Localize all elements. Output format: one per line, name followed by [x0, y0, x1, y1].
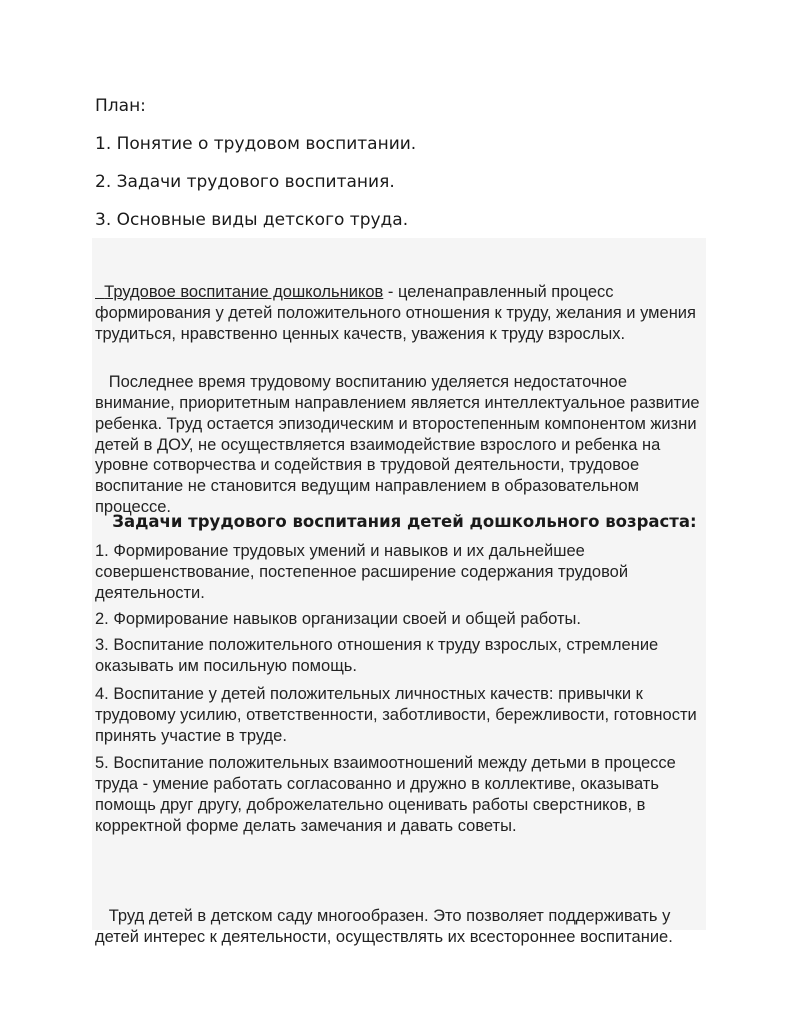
- task-text: 4. Воспитание у детей положительных личностных качеств: привычки к трудовому усилию, ответственности, заботливости, бережливости, готовности принять участие в труде.: [95, 685, 697, 745]
- tasks-item: [95, 684, 710, 747]
- tasks-item: [95, 753, 710, 837]
- problem-text: Последнее время трудовому воспитанию уделяется недостаточное внимание, приоритетным направлением является интеллектуальное развитие ребенка. Труд остается эпизодическим и второстепенным компонентом жизни детей в ДОУ, не осуществляется взаимодействие взрослого и ребенка на уровне сотворчества и содействия в трудовой деятельности, трудовое воспитание не становится ведущим направлением в образовательном процессе.: [95, 372, 705, 517]
- tasks-heading: Задачи трудового воспитания детей дошкольного возраста:: [95, 512, 697, 531]
- intro-term-link[interactable]: Трудовое воспитание дошкольников: [95, 282, 384, 301]
- task-text: 3. Воспитание положительного отношения к труду взрослых, стремление оказывать им посильную помощь.: [95, 636, 659, 675]
- task-text: 5. Воспитание положительных взаимоотношений между детьми в процессе труда - умение работать согласованно и дружно в коллективе, оказывать помощь друг другу, доброжелательно оценивать работы сверстников, в корректной форме делать замечания и давать советы.: [95, 754, 676, 835]
- tasks-item: [95, 541, 710, 604]
- plan-section: [95, 94, 715, 246]
- plan-item: 2. Задачи трудового воспитания.: [95, 172, 395, 192]
- plan-item: 3. Основные виды детского труда.: [95, 210, 409, 230]
- tasks-item: [95, 609, 710, 630]
- plan-item: 1. Понятие о трудовом воспитании.: [95, 134, 417, 154]
- plan-title: План:: [95, 96, 146, 116]
- closing-paragraph: [95, 864, 710, 989]
- tasks-item: [95, 635, 710, 677]
- intro-definition: - целенаправленный процесс формирования у детей положительного отношения к труду, желания и умения трудиться, нравственно ценных качеств, уважения к труду взрослых.: [95, 282, 701, 343]
- closing-text: Труд детей в детском саду многообразен. Это позволяет поддерживать у детей интерес к деятельности, осуществлять их всестороннее воспитание.: [95, 906, 675, 946]
- task-text: 1. Формирование трудовых умений и навыков и их дальнейшее совершенствование, постепенное расширение содержания трудовой деятельности.: [95, 542, 629, 602]
- task-text: 2. Формирование навыков организации своей и общей работы.: [95, 610, 581, 628]
